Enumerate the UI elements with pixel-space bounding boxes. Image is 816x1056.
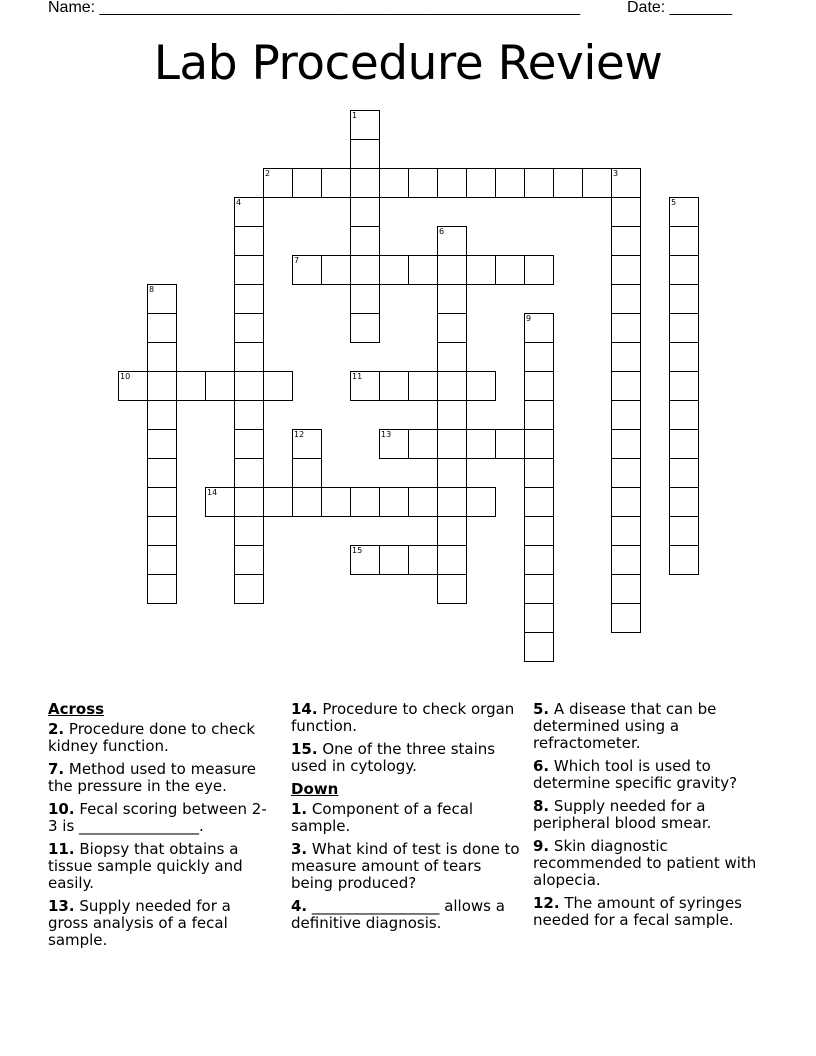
grid-cell[interactable] — [147, 545, 177, 575]
cell-number: 8 — [149, 285, 155, 294]
grid-cell[interactable] — [147, 516, 177, 546]
clue-down-3 — [291, 841, 523, 892]
grid-cell[interactable] — [147, 458, 177, 488]
grid-cell[interactable] — [524, 429, 554, 459]
cell-number: 11 — [352, 372, 363, 381]
grid-cell[interactable] — [408, 168, 438, 198]
grid-cell[interactable] — [553, 168, 583, 198]
grid-cell[interactable] — [379, 168, 409, 198]
grid-cell[interactable] — [234, 458, 264, 488]
grid-cell[interactable] — [466, 371, 496, 401]
grid-cell[interactable] — [524, 632, 554, 662]
grid-cell[interactable] — [234, 574, 264, 604]
grid-cell[interactable] — [437, 168, 467, 198]
grid-cell[interactable] — [408, 545, 438, 575]
clue-across-2 — [48, 721, 273, 755]
clue-number: 3. — [291, 840, 308, 858]
grid-cell[interactable] — [611, 226, 641, 256]
across-heading: Across — [48, 700, 105, 718]
clue-text: The amount of syringes needed for a fecal sample. — [533, 894, 742, 929]
cell-number: 4 — [236, 198, 242, 207]
clue-number: 8. — [533, 797, 550, 815]
grid-cell[interactable] — [205, 371, 235, 401]
clue-text: Which tool is used to determine specific gravity? — [533, 757, 738, 792]
clue-number: 13. — [48, 897, 75, 915]
page-title: Lab Procedure Review — [153, 36, 663, 91]
grid-cell[interactable] — [147, 371, 177, 401]
grid-cell[interactable] — [408, 371, 438, 401]
grid-cell[interactable] — [611, 545, 641, 575]
clues-column-1 — [48, 701, 273, 955]
clue-text: Biopsy that obtains a tissue sample quickly and easily. — [48, 840, 243, 892]
clue-across-13 — [48, 898, 273, 949]
grid-cell[interactable] — [437, 574, 467, 604]
clue-text: Supply needed for a peripheral blood smear. — [533, 797, 712, 832]
grid-cell[interactable] — [147, 342, 177, 372]
cell-number: 14 — [207, 488, 218, 497]
grid-cell[interactable] — [582, 168, 612, 198]
grid-cell[interactable] — [350, 284, 380, 314]
grid-cell[interactable] — [611, 487, 641, 517]
grid-cell[interactable] — [437, 545, 467, 575]
grid-cell[interactable] — [524, 487, 554, 517]
grid-cell[interactable] — [524, 603, 554, 633]
down-heading: Down — [291, 780, 339, 798]
name-field[interactable]: Name: ______________________________________________________ — [48, 0, 581, 16]
grid-cell[interactable] — [350, 545, 380, 575]
clue-number: 7. — [48, 760, 65, 778]
clue-text: _________________ allows a definitive diagnosis. — [291, 897, 505, 932]
grid-cell[interactable] — [350, 313, 380, 343]
grid-cell[interactable] — [611, 516, 641, 546]
grid-cell[interactable] — [408, 255, 438, 285]
clue-number: 2. — [48, 720, 65, 738]
grid-cell[interactable] — [350, 487, 380, 517]
clue-number: 4. — [291, 897, 308, 915]
grid-cell[interactable] — [524, 458, 554, 488]
cell-number: 2 — [265, 169, 271, 178]
grid-cell[interactable] — [234, 255, 264, 285]
clue-number: 11. — [48, 840, 75, 858]
grid-cell[interactable] — [524, 342, 554, 372]
cell-number: 7 — [294, 256, 300, 265]
grid-cell[interactable] — [611, 255, 641, 285]
grid-cell[interactable] — [495, 255, 525, 285]
grid-cell[interactable] — [379, 371, 409, 401]
grid-cell[interactable] — [611, 458, 641, 488]
grid-cell[interactable] — [147, 487, 177, 517]
grid-cell[interactable] — [524, 545, 554, 575]
grid-cell[interactable] — [408, 429, 438, 459]
grid-cell[interactable] — [524, 516, 554, 546]
grid-cell[interactable] — [611, 313, 641, 343]
clue-down-9 — [533, 838, 765, 889]
grid-cell[interactable] — [350, 371, 380, 401]
grid-cell[interactable] — [147, 429, 177, 459]
grid-cell[interactable] — [611, 603, 641, 633]
grid-cell[interactable] — [669, 516, 699, 546]
grid-cell[interactable] — [669, 545, 699, 575]
grid-cell[interactable] — [669, 197, 699, 227]
grid-cell[interactable] — [408, 487, 438, 517]
grid-cell[interactable] — [611, 574, 641, 604]
grid-cell[interactable] — [669, 429, 699, 459]
grid-cell[interactable] — [524, 255, 554, 285]
grid-cell[interactable] — [611, 400, 641, 430]
grid-cell[interactable] — [350, 110, 380, 140]
header — [48, 0, 748, 20]
clue-text: Supply needed for a gross analysis of a fecal sample. — [48, 897, 231, 949]
clue-number: 14. — [291, 700, 318, 718]
grid-cell[interactable] — [292, 255, 322, 285]
grid-cell[interactable] — [292, 487, 322, 517]
cell-number: 6 — [439, 227, 445, 236]
grid-cell[interactable] — [524, 168, 554, 198]
clue-down-12 — [533, 895, 765, 929]
grid-cell[interactable] — [350, 168, 380, 198]
clue-text: What kind of test is done to measure amount of tears being produced? — [291, 840, 520, 892]
grid-cell[interactable] — [437, 284, 467, 314]
grid-cell[interactable] — [495, 429, 525, 459]
clue-text: Skin diagnostic recommended to patient with alopecia. — [533, 837, 757, 889]
clue-text: Fecal scoring between 2-3 is ________________. — [48, 800, 267, 835]
grid-cell[interactable] — [147, 313, 177, 343]
grid-cell[interactable] — [437, 400, 467, 430]
grid-cell[interactable] — [379, 487, 409, 517]
clue-across-15 — [291, 741, 523, 775]
clue-number: 6. — [533, 757, 550, 775]
grid-cell[interactable] — [611, 284, 641, 314]
grid-cell[interactable] — [437, 313, 467, 343]
clue-down-4 — [291, 898, 523, 932]
cell-number: 1 — [352, 111, 358, 120]
grid-cell[interactable] — [669, 226, 699, 256]
grid-cell[interactable] — [234, 545, 264, 575]
grid-cell[interactable] — [263, 487, 293, 517]
grid-cell[interactable] — [669, 313, 699, 343]
clue-across-7 — [48, 761, 273, 795]
clue-text: Component of a fecal sample. — [291, 800, 474, 835]
clue-number: 15. — [291, 740, 318, 758]
grid-cell[interactable] — [234, 342, 264, 372]
grid-cell[interactable] — [611, 429, 641, 459]
clue-down-8 — [533, 798, 765, 832]
clue-number: 12. — [533, 894, 560, 912]
grid-cell[interactable] — [292, 168, 322, 198]
cell-number: 10 — [120, 372, 131, 381]
clue-number: 1. — [291, 800, 308, 818]
clue-across-10 — [48, 801, 273, 835]
cell-number: 3 — [613, 169, 619, 178]
grid-cell[interactable] — [379, 545, 409, 575]
cell-number: 9 — [526, 314, 532, 323]
clue-down-6 — [533, 758, 765, 792]
clue-number: 10. — [48, 800, 75, 818]
grid-cell[interactable] — [350, 197, 380, 227]
grid-cell[interactable] — [495, 168, 525, 198]
grid-cell[interactable] — [147, 284, 177, 314]
grid-cell[interactable] — [466, 255, 496, 285]
grid-cell[interactable] — [234, 313, 264, 343]
cell-number: 12 — [294, 430, 305, 439]
grid-cell[interactable] — [379, 255, 409, 285]
grid-cell[interactable] — [321, 255, 351, 285]
date-field[interactable]: Date: _______ — [627, 0, 732, 16]
grid-cell[interactable] — [611, 371, 641, 401]
clue-across-11 — [48, 841, 273, 892]
grid-cell[interactable] — [321, 487, 351, 517]
grid-cell[interactable] — [437, 255, 467, 285]
grid-cell[interactable] — [263, 168, 293, 198]
grid-cell[interactable] — [176, 371, 206, 401]
grid-cell[interactable] — [147, 574, 177, 604]
clue-text: A disease that can be determined using a refractometer. — [533, 700, 717, 752]
grid-cell[interactable] — [669, 400, 699, 430]
clue-text: Procedure to check organ function. — [291, 700, 515, 735]
grid-cell[interactable] — [234, 284, 264, 314]
grid-cell[interactable] — [466, 168, 496, 198]
grid-cell[interactable] — [524, 371, 554, 401]
grid-cell[interactable] — [292, 458, 322, 488]
grid-cell[interactable] — [321, 168, 351, 198]
grid-cell[interactable] — [234, 400, 264, 430]
grid-cell[interactable] — [350, 139, 380, 169]
cell-number: 13 — [381, 430, 392, 439]
clue-down-1 — [291, 801, 523, 835]
clue-number: 9. — [533, 837, 550, 855]
grid-cell[interactable] — [669, 487, 699, 517]
grid-cell[interactable] — [234, 516, 264, 546]
grid-cell[interactable] — [437, 516, 467, 546]
grid-cell[interactable] — [466, 487, 496, 517]
grid-cell[interactable] — [437, 458, 467, 488]
grid-cell[interactable] — [669, 255, 699, 285]
grid-cell[interactable] — [669, 371, 699, 401]
grid-cell[interactable] — [524, 574, 554, 604]
grid-cell[interactable] — [524, 400, 554, 430]
clue-number: 5. — [533, 700, 550, 718]
grid-cell[interactable] — [437, 371, 467, 401]
cell-number: 15 — [352, 546, 363, 555]
grid-cell[interactable] — [669, 342, 699, 372]
grid-cell[interactable] — [263, 371, 293, 401]
grid-cell[interactable] — [379, 429, 409, 459]
grid-cell[interactable] — [350, 226, 380, 256]
grid-cell[interactable] — [437, 342, 467, 372]
clue-text: Method used to measure the pressure in the eye. — [48, 760, 257, 795]
grid-cell[interactable] — [669, 284, 699, 314]
grid-cell[interactable] — [118, 371, 148, 401]
grid-cell[interactable] — [437, 226, 467, 256]
clue-down-5 — [533, 701, 765, 752]
grid-cell[interactable] — [350, 255, 380, 285]
grid-cell[interactable] — [611, 197, 641, 227]
grid-cell[interactable] — [524, 313, 554, 343]
grid-cell[interactable] — [147, 400, 177, 430]
grid-cell[interactable] — [611, 342, 641, 372]
grid-cell[interactable] — [234, 429, 264, 459]
grid-cell[interactable] — [292, 429, 322, 459]
grid-cell[interactable] — [466, 429, 496, 459]
grid-cell[interactable] — [669, 458, 699, 488]
grid-cell[interactable] — [611, 168, 641, 198]
grid-cell[interactable] — [437, 487, 467, 517]
clue-text: Procedure done to check kidney function. — [48, 720, 256, 755]
grid-cell[interactable] — [205, 487, 235, 517]
grid-cell[interactable] — [234, 197, 264, 227]
clue-across-14 — [291, 701, 523, 735]
grid-cell[interactable] — [234, 487, 264, 517]
clues-column-3 — [533, 701, 765, 935]
grid-cell[interactable] — [234, 226, 264, 256]
clues-column-2 — [291, 701, 523, 938]
cell-number: 5 — [671, 198, 677, 207]
grid-cell[interactable] — [234, 371, 264, 401]
grid-cell[interactable] — [437, 429, 467, 459]
clue-text: One of the three stains used in cytology. — [291, 740, 496, 775]
